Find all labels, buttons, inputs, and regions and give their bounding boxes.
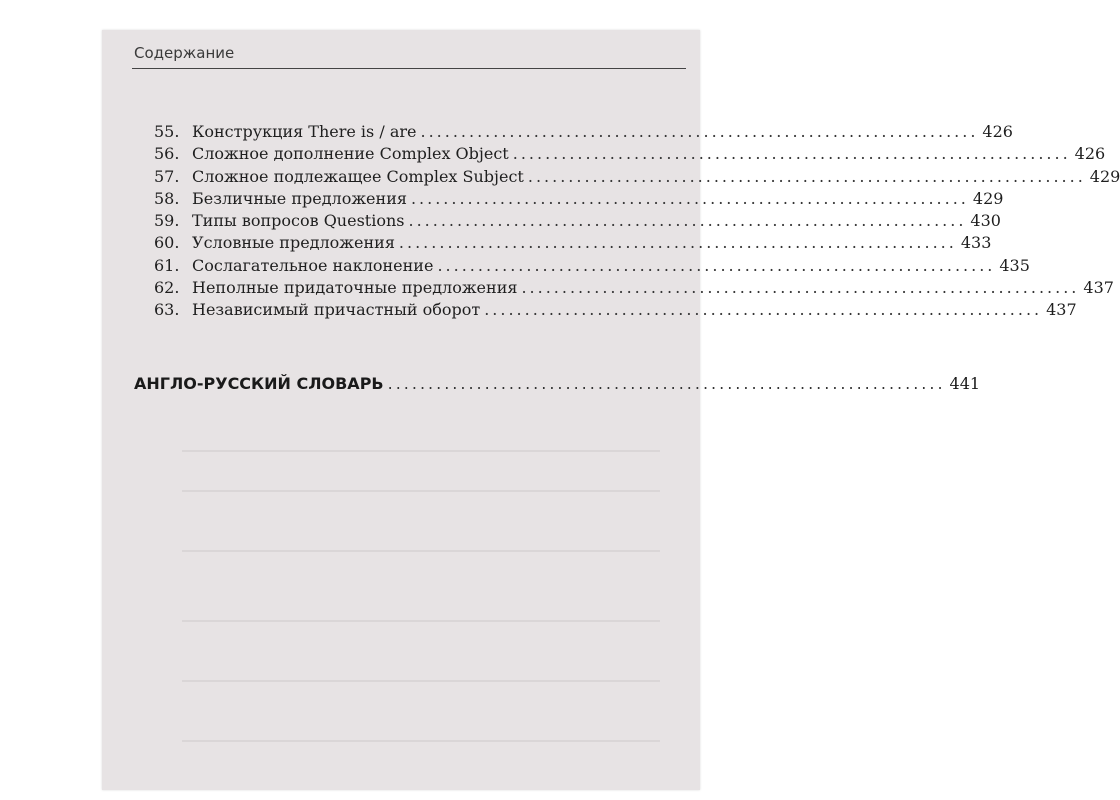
bleed-through-line [182,680,660,682]
toc-entry-title: Сложное подлежащее Complex Subject [192,166,524,186]
toc-list [154,122,1120,323]
toc-entry-number: 60. [154,233,180,253]
toc-entry-title: Сложное дополнение Complex Object [192,144,509,164]
toc-entry-page: 433 [960,233,992,253]
toc-entry[interactable] [154,278,1114,300]
toc-entry-number: 55. [154,122,180,141]
toc-entry[interactable] [154,188,1004,211]
bleed-through-line [182,740,660,742]
toc-entry[interactable] [154,255,1030,278]
toc-section-page: 441 [949,374,981,393]
toc-entry-page: 429 [972,188,1004,208]
toc-entry-number: 61. [154,255,180,275]
toc-entry-title: Конструкция There is / are [192,122,417,141]
toc-leader-dots: ..................................................................... [410,188,969,208]
toc-entry[interactable] [154,166,1120,189]
toc-entry-number: 56. [154,144,180,164]
toc-entry-page: 426 [982,122,1013,141]
toc-leader-dots: ..................................................................... [527,166,1086,186]
toc-leader-dots: ..................................................................... [408,211,967,231]
toc-entry[interactable] [154,122,1013,144]
bleed-through-line [182,450,660,452]
toc-entry-number: 58. [154,188,180,208]
toc-entry-number: 59. [154,211,180,231]
book-page [102,30,1120,790]
toc-section-title: АНГЛО-РУССКИЙ СЛОВАРЬ [134,374,384,393]
toc-entry-page: 430 [970,211,1001,231]
toc-leader-dots: ..................................................................... [387,374,946,393]
toc-entry-page: 426 [1074,144,1106,164]
toc-entry-page: 437 [1083,278,1114,298]
toc-entry-page: 429 [1089,166,1120,186]
toc-entry-title: Сослагательное наклонение [192,255,434,275]
toc-entry-page: 437 [1046,300,1077,320]
toc-leader-dots: ..................................................................... [484,300,1043,320]
toc-entry-number: 63. [154,300,180,320]
toc-section-entry[interactable] [134,374,981,393]
bleed-through-line [182,490,660,492]
toc-entry-title: Условные предложения [192,233,395,253]
toc-entry[interactable] [154,300,1077,322]
toc-leader-dots: ..................................................................... [521,278,1080,298]
toc-entry-title: Безличные предложения [192,188,407,208]
bleed-through-line [182,550,660,552]
toc-entry-page: 435 [999,255,1030,275]
toc-leader-dots: ..................................................................... [398,233,957,253]
toc-entry[interactable] [154,144,1106,166]
toc-entry[interactable] [154,233,992,255]
toc-leader-dots: ..................................................................... [437,255,996,275]
toc-entry[interactable] [154,211,1001,233]
toc-entry-title: Неполные придаточные предложения [192,278,518,298]
toc-entry-number: 57. [154,166,180,186]
header-rule [132,68,686,69]
running-header: Содержание [134,44,235,62]
bleed-through-line [182,620,660,622]
toc-entry-number: 62. [154,278,180,298]
toc-leader-dots: ..................................................................... [420,122,979,141]
toc-entry-title: Типы вопросов Questions [192,211,405,231]
toc-leader-dots: ..................................................................... [512,144,1071,164]
toc-entry-title: Независимый причастный оборот [192,300,481,320]
